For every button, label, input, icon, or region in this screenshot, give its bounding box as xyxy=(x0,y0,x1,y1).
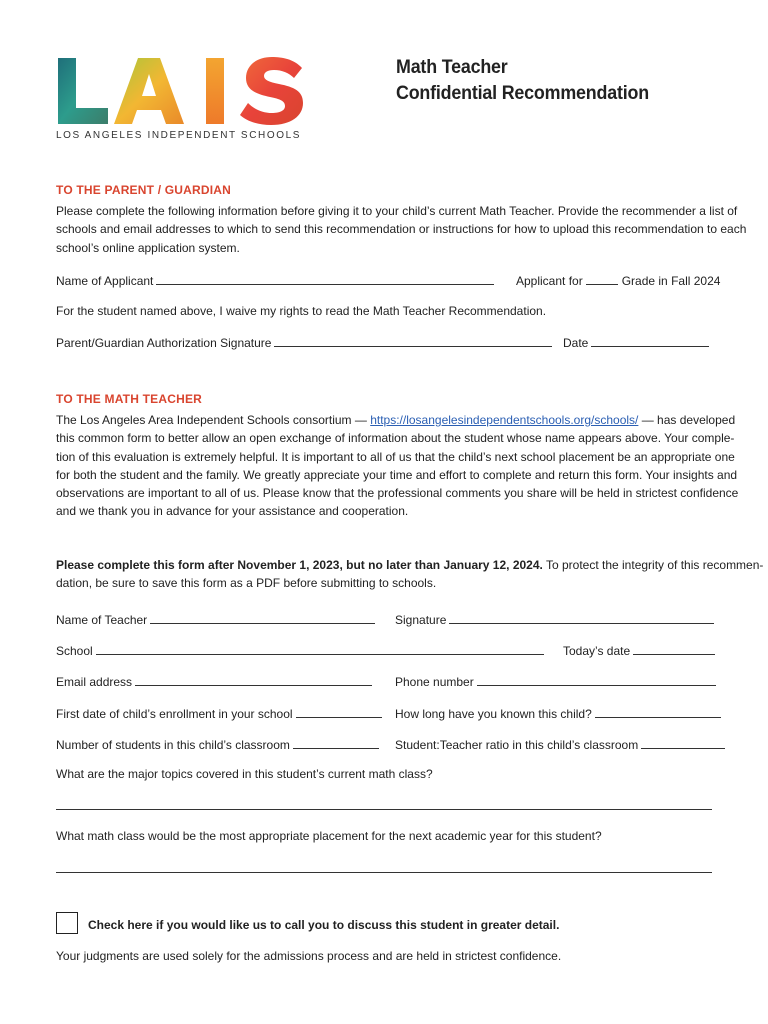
email-label: Email address xyxy=(56,675,133,689)
ratio-line[interactable] xyxy=(641,736,725,749)
applicant-for-label: Applicant for xyxy=(516,274,583,288)
teacher-signature-line[interactable] xyxy=(449,611,714,624)
form-title-line2: Confidential Recommendation xyxy=(396,83,649,104)
confidentiality-note: Your judgments are used solely for the admissions process and are held in strictest confidence. xyxy=(56,949,562,963)
question-placement: What math class would be the most appropriate placement for the next academic year for this student? xyxy=(56,829,602,843)
call-request-label: Check here if you would like us to call you to discuss this student in greater detail. xyxy=(88,918,560,932)
teacher-intro-line: this common form to better allow an open exchange of information about the student whose name appears above. Your comple- xyxy=(56,431,735,446)
parent-intro xyxy=(56,202,747,257)
grade-fall-label: Grade in Fall 2024 xyxy=(621,274,721,288)
teacher-signature-label: Signature xyxy=(395,613,447,627)
deadline-notice xyxy=(56,556,764,593)
applicant-name-field[interactable] xyxy=(56,272,494,288)
teacher-intro-post: — has developed xyxy=(638,413,736,427)
teacher-intro xyxy=(56,411,739,521)
parent-date-label: Date xyxy=(563,336,589,350)
phone-field[interactable] xyxy=(395,673,716,689)
parent-section-heading: TO THE PARENT / GUARDIAN xyxy=(56,183,232,197)
deadline-rest: To protect the integrity of this recommen- xyxy=(542,558,764,572)
enrollment-date-label: First date of child’s enrollment in your school xyxy=(56,707,293,721)
applicant-name-line[interactable] xyxy=(156,272,494,285)
school-label: School xyxy=(56,644,93,658)
teacher-intro-line xyxy=(56,411,736,429)
applicant-name-label: Name of Applicant xyxy=(56,274,154,288)
call-request-checkbox[interactable] xyxy=(56,912,78,934)
consortium-link[interactable]: https://losangelesindependentschools.org/schools/ xyxy=(370,413,639,427)
parent-signature-field[interactable] xyxy=(56,334,552,350)
phone-line[interactable] xyxy=(477,673,716,686)
ratio-field[interactable] xyxy=(395,736,725,752)
teacher-name-field[interactable] xyxy=(56,611,375,627)
known-duration-label: How long have you known this child? xyxy=(395,707,592,721)
teacher-intro-pre: The Los Angeles Area Independent Schools consortium — xyxy=(56,413,371,427)
applicant-for-field[interactable] xyxy=(516,272,720,288)
applicant-grade-line[interactable] xyxy=(586,272,618,285)
teacher-intro-line: for both the student and the family. We greatly appreciate your time and effort to complete and return this form. Your insights and xyxy=(56,467,738,482)
email-field[interactable] xyxy=(56,673,372,689)
answer-line-placement[interactable] xyxy=(56,872,712,873)
known-duration-field[interactable] xyxy=(395,705,721,721)
deadline-line2: dation, be sure to save this form as a PDF before submitting to schools. xyxy=(56,576,437,591)
logo-subtitle: LOS ANGELES INDEPENDENT SCHOOLS xyxy=(56,130,302,141)
teacher-name-label: Name of Teacher xyxy=(56,613,148,627)
teacher-intro-line: tion of this evaluation is extremely helpful. It is important to all of us that the child’s next school placement be an appropriate one xyxy=(56,449,735,464)
waiver-statement: For the student named above, I waive my rights to read the Math Teacher Recommendation. xyxy=(56,304,547,318)
teacher-intro-line: observations are important to all of us. Please know that the professional comments you share will be held in strictest confidence xyxy=(56,486,739,501)
parent-signature-label: Parent/Guardian Authorization Signature xyxy=(56,336,272,350)
ratio-label: Student:Teacher ratio in this child’s classroom xyxy=(395,738,639,752)
teacher-intro-line: and we thank you in advance for your assistance and cooperation. xyxy=(56,504,409,519)
teacher-signature-field[interactable] xyxy=(395,611,714,627)
lais-logo-graphic xyxy=(56,56,308,126)
teacher-name-line[interactable] xyxy=(150,611,375,624)
parent-intro-line: school’s online application system. xyxy=(56,240,240,255)
teacher-section-heading: TO THE MATH TEACHER xyxy=(56,392,203,406)
phone-label: Phone number xyxy=(395,675,474,689)
enrollment-date-line[interactable] xyxy=(296,705,382,718)
parent-date-field[interactable] xyxy=(563,334,709,350)
deadline-bold: Please complete this form after November 1, 2023, but no later than January 12, 2024. xyxy=(56,558,543,572)
todays-date-field[interactable] xyxy=(563,642,715,658)
lais-logo xyxy=(56,56,308,146)
email-line[interactable] xyxy=(135,673,372,686)
known-duration-line[interactable] xyxy=(595,705,721,718)
todays-date-label: Today’s date xyxy=(563,644,631,658)
school-field[interactable] xyxy=(56,642,544,658)
answer-line-topics[interactable] xyxy=(56,809,712,810)
class-size-field[interactable] xyxy=(56,736,379,752)
form-title-line1: Math Teacher xyxy=(396,57,508,78)
parent-intro-line: Please complete the following information before giving it to your child’s current Math Teacher. Provide the recommender a list of xyxy=(56,204,738,218)
question-topics: What are the major topics covered in this student’s current math class? xyxy=(56,767,433,781)
parent-signature-line[interactable] xyxy=(274,334,552,347)
parent-date-line[interactable] xyxy=(591,334,709,347)
class-size-label: Number of students in this child’s classroom xyxy=(56,738,290,752)
parent-intro-line: schools and email addresses to which to send this recommendation or instructions for how to upload this recommendation to each xyxy=(56,222,747,237)
enrollment-date-field[interactable] xyxy=(56,705,382,721)
deadline-line xyxy=(56,556,764,574)
school-line[interactable] xyxy=(96,642,544,655)
todays-date-line[interactable] xyxy=(633,642,715,655)
class-size-line[interactable] xyxy=(293,736,379,749)
